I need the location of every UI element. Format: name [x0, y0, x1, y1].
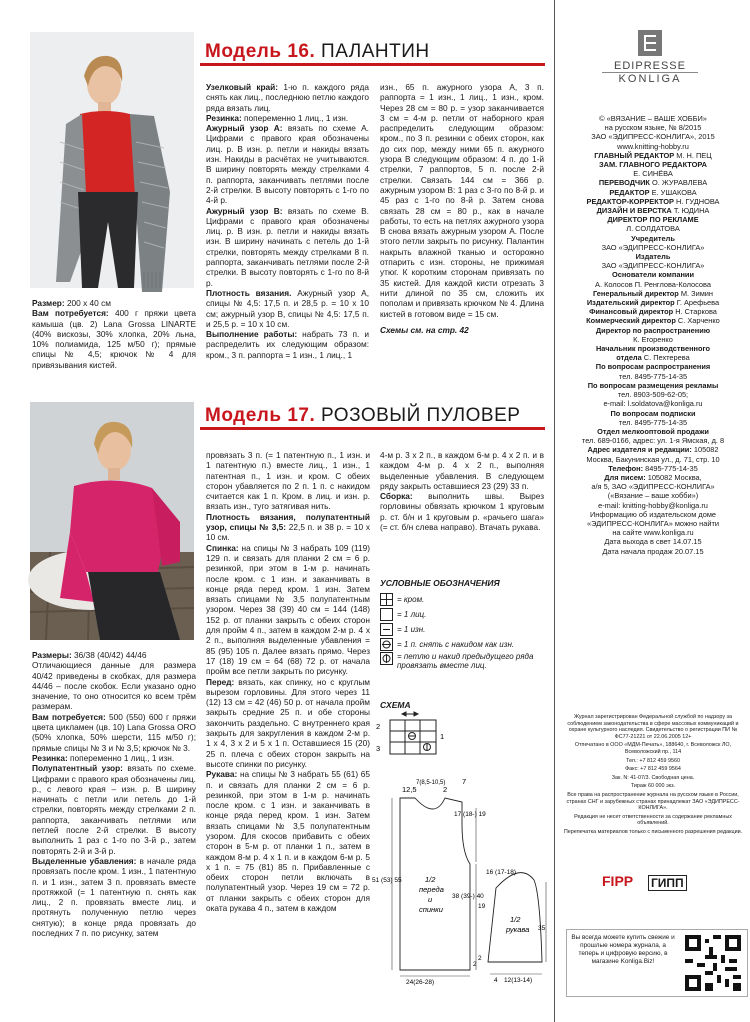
paragraph: Полупатентный узор: вязать по схеме. Цифрами с правого края обозначены лиц. р., с левого края – изн. р. В ширину начинать с петли или петель до 1-й стрелки, повторять между стрелками 2 п. раппорта, заканчивать петлями или петлей после 2-й стрелки. В высоту выполнить 1 раз с 1-го по 3-й р., затем повторять 2-й и 3-й р. [32, 763, 196, 856]
imprint-line: Л. СОЛДАТОВА [626, 224, 680, 234]
body-label: спинки [419, 905, 443, 914]
imprint-small-print [562, 714, 744, 838]
model16-materials: Вам потребуется: 400 г пряжи цвета камыша (цв. 2) Lana Grossa LINARTE (40% вискозы, 30% хлопка, 20% льна, 10% полиамида, 125 м/50 г); прямые спицы № 4,5; крючок № 4 для привязывания кистей. [32, 308, 196, 370]
brand-top: EDIPRESSE [614, 60, 686, 72]
imprint-line: ЗАО «ЭДИПРЕСС-КОНЛИГА» [601, 242, 705, 252]
paragraph: Выделенные убавления: в начале ряда провязать после кром. 1 изн., 1 патентную п. и 1 изн., затем 3 п. провязать вместе протяжкой (= 1 патентную п. снять как лиц., 2 п. провязать вместе лиц. и протянуть полученную петлю через снятую); в конце ряда провязать до последних 7 п. по рисунку, затем [32, 855, 196, 939]
sleeve-label: рукава [506, 925, 530, 934]
body-pattern [400, 798, 470, 970]
imprint-line: отдела С. Пехтерева [616, 353, 690, 363]
imprint-line: e-mail: l.soldatova@konliga.ru [603, 399, 703, 409]
imprint-line: По вопросам размещения рекламы [587, 380, 719, 390]
imprint-line: ГЛАВНЫЙ РЕДАКТОР М. Н. ПЕЦ [594, 150, 712, 160]
dim-sleeve-h1: 19 [478, 903, 486, 910]
imprint-line: а/я 5, ЗАО «ЭДИПРЕСС-КОНЛИГА» [591, 482, 715, 492]
paragraph: Плотность вязания, полупатентный узор, спицы № 3,5: 22,5 п. и 38 р. = 10 х 10 см. [206, 511, 370, 543]
paragraph: изн., 65 п. ажурного узора А, 3 п. раппорта = 1 изн., 1 лиц., 1 изн., кром. Через 28 см = 80 р. = узор заканчивается 3 см = 4-м р. петли от наборного края распределить следующим образом: кром., по 3 п. резинки с обеих сторон, как до сих пор, между ними 65 п. ажурного узора В следующим образом: 4 п. до 1-й стрелки, 7 раппортов, 5 п. после 2-й стрелки. Связать 144 см = 366 р. ажурным узором В: 1 раз с 3-го по 8-й р. и 45 раз с 1-го по 8-й р. Затем снова связать 28 см = 80 р., как в начале работы, то есть на петлях ажурного узора В снова вязать ажурным узором А. После этого петли закрыть по рисунку. Палантин накрыть влажной тканью и осторожно отпарить с изн. стороны, не прижимая утюг. К коротким сторонам привязать по 35 кистей. Для каждой кисти отрезать 3 нити длиной по 35 см, сложить их пополам и привязать крючком № 4. Длина кистей в готовом виде = 15 см. [380, 82, 544, 319]
paragraph: Ажурный узор В: вязать по схеме В. Цифрами с правого края обозначены лиц. р. В изн. р. петли и накиды вязать изн. В ширину начинать с петель до 1-й стрелки, повторять между стрелками 8 п. раппорта, заканчивать петлями после 2-й стрелки. В высоту повторять с 1-го по 8-й р. [206, 205, 369, 288]
body-label: переда [419, 885, 444, 894]
schema-title: СХЕМА [380, 700, 411, 710]
paragraph: Отличающиеся данные для размера 40/42 приведены в скобках, для размера 44/46 – после скобок. Если указано одно значение, то оно относится ко всем трём размерам. [32, 660, 196, 712]
dim-armhole: 17 (18-) 19 [454, 811, 486, 818]
imprint-line: Дата начала продаж 20.07.15 [602, 546, 704, 556]
knit-symbol-icon [380, 608, 393, 621]
chart-row-number: 2 [376, 722, 381, 731]
sleeve-label: 1/2 [510, 915, 521, 924]
paragraph: провязать 3 п. (= 1 патентную п., 1 изн. и 1 патентную п.) вместе лиц., 1 изн., 1 патентная п., 1 изн. и кром. С обеих сторон убавляется по 2 п. 1 п. с накидом считается как 1 п. Кром. в лиц. и изн. р. вязать изн., туго затягивая нить. [206, 450, 370, 512]
imprint-line: ЗАО «ЭДИПРЕСС-КОНЛИГА», 2015 [591, 132, 715, 142]
imprint-line: © «ВЯЗАНИЕ – ВАШЕ ХОББИ» [599, 114, 707, 123]
model16-title [205, 41, 430, 63]
model17-photo [30, 402, 194, 640]
imprint-line: Издатель [635, 252, 671, 262]
imprint-line: ДИРЕКТОР ПО РЕКЛАМЕ [607, 215, 699, 225]
fipp-logo: FIPP [602, 873, 634, 889]
imprint-line: Генеральный директор М. Зимин [592, 288, 714, 298]
dim-neck-top: 7 [462, 777, 467, 786]
imprint-line: Начальник производственного [595, 344, 711, 354]
dim-shoulder: 7(8,5-10,5) [416, 780, 446, 786]
legend-item-knit: = 1 лиц. [380, 607, 550, 622]
model17-left-text [32, 650, 196, 938]
legend-item-knit-together: = петлю и накид предыдущего ряда провязать вместе лиц. [380, 652, 550, 676]
model17-col2 [380, 450, 544, 532]
edge-symbol-icon [380, 593, 393, 606]
paragraph: Вам потребуется: 500 (550) 600 г пряжи цвета цикламен (цв. 10) Lana Grossa ORO (50% хлопка, 50% шерсти, 115 м/50 г); прямые спицы № 3 и № 3,5; крючок № 3. [32, 711, 196, 753]
model16-left-text [32, 298, 196, 370]
model17-title [205, 405, 520, 427]
dim-sleeve-h2: 2 [478, 955, 482, 962]
imprint-line: Директор по распространению [595, 325, 711, 335]
imprint-line: тел. 689-0166, адрес: ул. 1-я Ямская, д. 8 [581, 436, 725, 446]
paragraph: Сборка: выполнить швы. Вырез горловины обвязать крючком 1 круговым р. ст. б/н и 1 круговым р. «рачьего шага» (= ст. б/н слева направо). Втачать рукава. [380, 491, 544, 533]
imprint-line: («Вязание – ваше хобби») [607, 491, 699, 501]
small-print-line: Зак. N: 41-07/3. Свободная цена. [611, 774, 695, 781]
body-label: и [428, 895, 433, 904]
small-print-line: Факс: +7 812 459 9564 [625, 766, 681, 773]
dim-neck-depth: 2 [443, 785, 448, 794]
imprint-line: «ЭДИПРЕСС-КОНЛИГА» можно найти [586, 518, 719, 528]
imprint-line: Отдел мелкооптовой продажи [597, 426, 709, 436]
imprint-line: Москва, Бакунинская ул., д. 71, стр. 10 [586, 454, 720, 464]
gipp-logo: ГИПП [648, 874, 687, 892]
model16-col2 [380, 82, 544, 335]
imprint-line: на русском языке, № 8/2015 [604, 123, 702, 133]
dim-sleeve-top: 16 (17-18) [486, 869, 516, 876]
imprint-line: По вопросам распространения [595, 362, 711, 372]
slip-symbol-icon [380, 638, 393, 651]
dim-side-h: 38 (39-) 40 [452, 893, 484, 900]
small-print-line: Перепечатка материалов только с письменного разрешения редакции. [563, 828, 743, 835]
legend-item-purl: = 1 изн. [380, 622, 550, 637]
purl-symbol-icon [380, 623, 393, 636]
imprint-line: Телефон: 8495-775-14-35 [608, 463, 698, 473]
schema [370, 712, 550, 986]
imprint-line: ЗАО «ЭДИПРЕСС-КОНЛИГА» [601, 261, 705, 271]
small-print-line: Редакция не несет ответственности за содержание рекламных объявлений. [574, 813, 732, 827]
imprint-line: Издательский директор Г. Арефьева [586, 298, 720, 308]
small-print-line: Журнал зарегистрирован Федеральной службой по надзору за соблюдением законодательства в сфере массовых коммуникаций и охране культурного наследия. Свидетельство о регистрации ПИ № ФС77-21221 от 22.06.2005 12+ [567, 714, 739, 740]
dim-neck-w: 12,5 [402, 785, 417, 794]
imprint-line: тел. 8495-775-14-35 [618, 371, 688, 381]
paragraph: Резинка: попеременно 1 лиц., 1 изн. [32, 752, 175, 763]
qr-promo [566, 929, 748, 997]
knit-together-symbol-icon [380, 652, 393, 665]
imprint-line: e-mail: knitting-hobby@konliga.ru [598, 500, 708, 510]
imprint-line: РЕДАКТОР-КОРРЕКТОР Н. ГУДНОВА [586, 196, 720, 206]
imprint-line: Коммерческий директор С. Харченко [586, 316, 720, 326]
legend-item-edge: = кром. [380, 592, 550, 607]
paragraph: Перед: вязать, как спинку, но с круглым вырезом горловины. Для этого через 11 (12) 13 см = 42 (46) 50 р. от начала пройм закрыть средние 25 п. и обе стороны закончить раздельно. С внутреннего края закрыть для закругления в каждом 2-м р. 1 х 4, 3 х 2 и 5 х 1 п. Оставшиеся 15 (20) 25 п. плеча с обеих сторон закрыть на высоте спинки по рисунку. [206, 676, 370, 769]
dim-hem: 2 [473, 961, 477, 968]
small-print-line: Тираж 60 000 экз. [630, 783, 676, 790]
chart-row-number: 3 [376, 744, 381, 753]
model17-name: РОЗОВЫЙ ПУЛОВЕР [321, 405, 521, 426]
dim-sleeve-total: 35 [538, 925, 546, 932]
paragraph: 4-м р. 3 х 2 п., в каждом 6-м р. 4 х 2 п. и в каждом 4-м р. 4 х 2 п., выполняя выделенные убавления. В следующем ряду закрыть оставшиеся 23 (29) 33 п. [380, 450, 544, 491]
paragraph: Выполнение работы: набрать 73 п. и распределить их следующим образом: кром., 3 п. раппорта = 1 изн., 1 лиц., 1 [206, 329, 369, 360]
imprint-line: К. Егоренко [633, 334, 673, 344]
model16-name: ПАЛАНТИН [321, 41, 430, 62]
brand-logo [602, 30, 698, 85]
legend [380, 578, 550, 676]
paragraph: Резинка: попеременно 1 лиц., 1 изн. [206, 112, 349, 123]
qr-promo-text: Вы всегда можете купить свежие и прошлые номера журнала, а теперь и цифровую версию, в магазине Konliga.Biz! [571, 934, 675, 965]
dim-body-h: 51 (53) 55 [372, 877, 402, 884]
imprint-line: Основатели компании [611, 270, 695, 280]
imprint-line: ДИЗАЙН И ВЕРСТКА Т. ЮДИНА [596, 206, 710, 216]
paragraph: Узелковый край: 1-ю п. каждого ряда снять как лиц., последнюю петлю каждого ряда вязать лиц. [206, 82, 369, 113]
imprint-line: Финансовый директор Н. Старкова [589, 307, 717, 317]
model17-number: Модель 17. [205, 405, 316, 426]
dim-sleeve-bottom: 12(13-14) [504, 977, 533, 984]
imprint-line: тел. 8903-509-62-05; [617, 390, 689, 400]
paragraph: Спинка: на спицы № 3 набрать 109 (119) 129 п. и связать для планки 2 см = 6 р. резинкой, при этом в 1-м р. начинать после кром. с 1 изн. и заканчивать в конце ряда перед кром. 1 изн. Затем вязать спицами № 3,5 полупатентным узором. Через 38 (39) 40 см = 144 (148) 152 р. от планки закрыть с обеих сторон для пройм 4 п., затем в каждом 2-м р. 4 х 2 п., выполняя выделенные убавления = 85 (95) 105 п. Далее вязать прямо. Через 17 (18) 19 см = 64 (68) 72 р. от начала пройм все петли закрыть по рисунку. [206, 542, 370, 677]
stitch-chart [390, 712, 436, 754]
imprint-line: Дата выхода в свет 14.07.15 [604, 537, 702, 547]
imprint-line: РЕДАКТОР Е. УШАКОВА [609, 187, 697, 197]
model17-rule [200, 427, 545, 430]
imprint-line: Для писем: 105082 Москва, [604, 472, 702, 482]
imprint-line: Информацию об издательском доме [589, 509, 717, 519]
imprint-line: По вопросам подписки [610, 408, 696, 418]
imprint-line: тел. 8495-775-14-35 [618, 417, 688, 427]
body-label: 1/2 [425, 875, 436, 884]
paragraph: Ажурный узор А: вязать по схеме А. Цифрами с правого края обозначены лиц. р. В изн. р. петли и накиды вязать изн. Накиды в расчётах не учитываются. В ширину повторять между стрелками 4 п. раппорта, заканчивать петлями после 2-й стрелки. В высоту повторять с 1-го по 4-й р. [206, 123, 369, 206]
imprint-line: А. Колосов П. Ренглова-Колосова [595, 279, 711, 289]
sidebar-divider [554, 0, 555, 1022]
schemes-note: Схемы см. на стр. 42 [380, 324, 469, 335]
chart-row-number: 1 [440, 732, 445, 741]
model16-rule [200, 63, 545, 66]
imprint [562, 114, 744, 556]
small-print-line: Отпечатано в ООО «МДМ-Печать», 188640, г. Всеволожск ЛО, Всеволожский пр., 114 [574, 742, 732, 755]
imprint-line: ПЕРЕВОДЧИК О. ЖУРАВЛЕВА [598, 178, 708, 188]
model16-col1 [206, 82, 369, 360]
imprint-line: на сайте www.konliga.ru [612, 528, 694, 538]
imprint-line: ЗАМ. ГЛАВНОГО РЕДАКТОРА [599, 160, 707, 170]
paragraph: Размеры: 36/38 (40/42) 44/46 [32, 650, 147, 660]
small-print-line: Все права на распространение журнала на русском языке в России, странах СНГ и зарубежных странах принадлежат ЗАО «ЭДИПРЕСС-КОНЛИГА». [566, 791, 740, 812]
model16-number: Модель 16. [205, 41, 316, 62]
legend-item-slip: = 1 п. снять с накидом как изн. [380, 637, 550, 652]
paragraph: Рукава: на спицы № 3 набрать 55 (61) 65 п. и связать для планки 2 см = 6 р. резинкой, при этом в 1-м р. начинать после кром. с 1 изн. и заканчивать в конце ряда перед кром. 1 изн. Затем вязать спицами № 3,5 полупатентным узором. Для скосов прибавить с обеих сторон в 5-м р. от планки 1 п., затем в каждом 8-м р. 4 х 1 п. и в каждом 6-м р. 5 х 1 п. = 75 (81) 85 п. Прибавленные с обеих сторон петли включать в полупатентный узор. Через 19 см = 72 р. от планки закрыть с обеих сторон для оката рукава 4 п., затем в каждом [206, 769, 370, 914]
brand-bottom: KONLIGA [602, 72, 698, 85]
dim-bottom-w: 24(26-28) [406, 979, 435, 986]
brand-logo-icon [638, 30, 662, 56]
paragraph: Плотность вязания. Ажурный узор А, спицы № 4,5: 17,5 п. и 28,5 р. = 10 х 10 см; ажурный узор В, спицы № 4,5: 17,5 п. и 25,5 р. = 10 х 10 см. [206, 287, 369, 329]
model17-col1 [206, 450, 370, 913]
small-print-line: Тел.: +7 812 459 9560 [625, 757, 681, 764]
imprint-line: Учредитель [631, 233, 675, 243]
qr-code-icon[interactable] [685, 935, 741, 991]
model16-photo [30, 32, 194, 288]
legend-title: УСЛОВНЫЕ ОБОЗНАЧЕНИЯ [380, 578, 500, 588]
model16-size: Размер: 200 х 40 см [32, 298, 111, 308]
imprint-line: Адрес издателя и редакции: 105082 [587, 445, 719, 455]
dim-sleeve-w: 4 [494, 977, 498, 984]
imprint-line: Е. СИНЁВА [633, 169, 673, 179]
imprint-line: www.knitting-hobby.ru [617, 141, 689, 151]
